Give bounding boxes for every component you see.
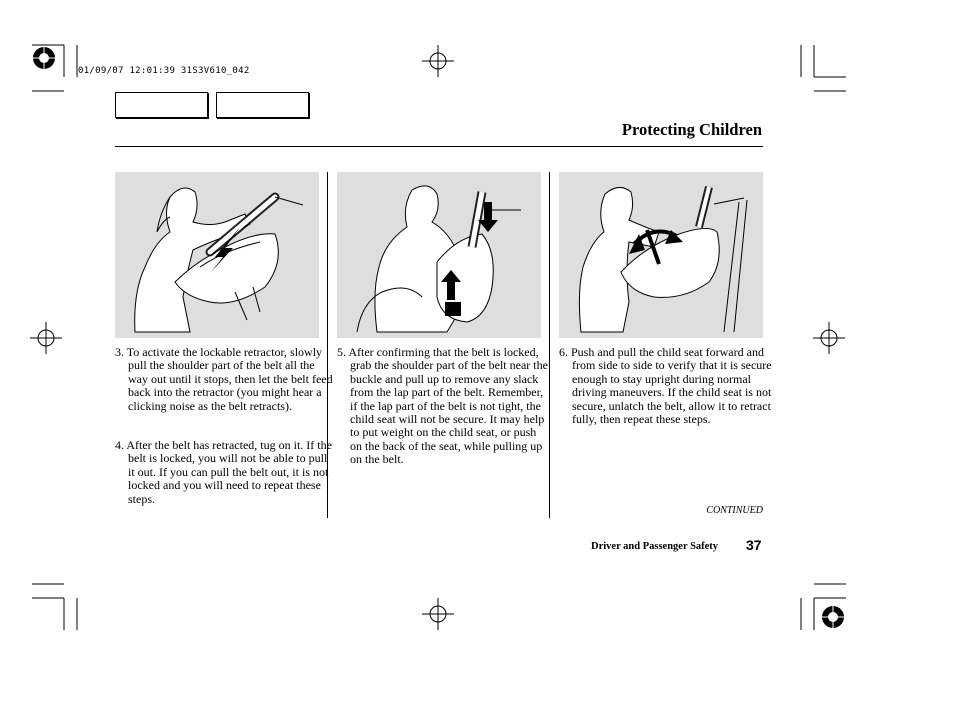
registration-target-icon: [819, 603, 847, 631]
blank-tab-box: [216, 92, 309, 118]
page-title: Protecting Children: [621, 120, 762, 139]
figure-panel-1: [115, 172, 319, 338]
footer-section-label: Driver and Passenger Safety: [591, 541, 719, 552]
header-rule: [115, 146, 763, 147]
crosshair-icon: [30, 322, 62, 354]
continued-label: CONTINUED: [706, 505, 763, 516]
woman-pulling-shoulder-belt-illustration: [115, 172, 319, 338]
crosshair-icon: [422, 598, 454, 630]
crosshair-icon: [813, 322, 845, 354]
woman-pushing-child-seat-illustration: [559, 172, 763, 338]
registration-target-icon: [30, 44, 58, 72]
figure-panel-3: [559, 172, 763, 338]
crosshair-icon: [422, 45, 454, 77]
blank-tab-box: [115, 92, 208, 118]
step-4: 4. After the belt has retracted, tug on it. If the belt is locked, you will not be able to pull it out. If you can pull the belt out, it is not locked and you will need to repeat these steps.: [115, 438, 332, 506]
step-5: 5. After confirming that the belt is locked, grab the shoulder part of the belt near the buckle and pull up to remove any slack from the lap part of the belt. Remember, if the lap part of the belt is not tight, the child seat will not be secure. It may help to put weight on the child seat, or push on the back of the seat, while pulling up on the belt.: [337, 345, 548, 467]
figure-panel-2: [337, 172, 541, 338]
page-number: 37: [746, 537, 762, 553]
print-stamp: 01/09/07 12:01:39 31S3V610_042: [78, 66, 250, 76]
step-3: 3. To activate the lockable retractor, slowly pull the shoulder part of the belt all the way out until it stops, then let the belt feed back into the retractor (you might hear a clicking noise as the belt retracts).: [115, 345, 333, 413]
woman-pulling-lap-belt-up-illustration: [337, 172, 541, 338]
step-6: 6. Push and pull the child seat forward and from side to side to verify that it is secure enough to stay upright during normal driving maneuvers. If the child seat is not secure, unlatch the belt, allow it to retract fully, then repeat these steps.: [559, 345, 772, 427]
